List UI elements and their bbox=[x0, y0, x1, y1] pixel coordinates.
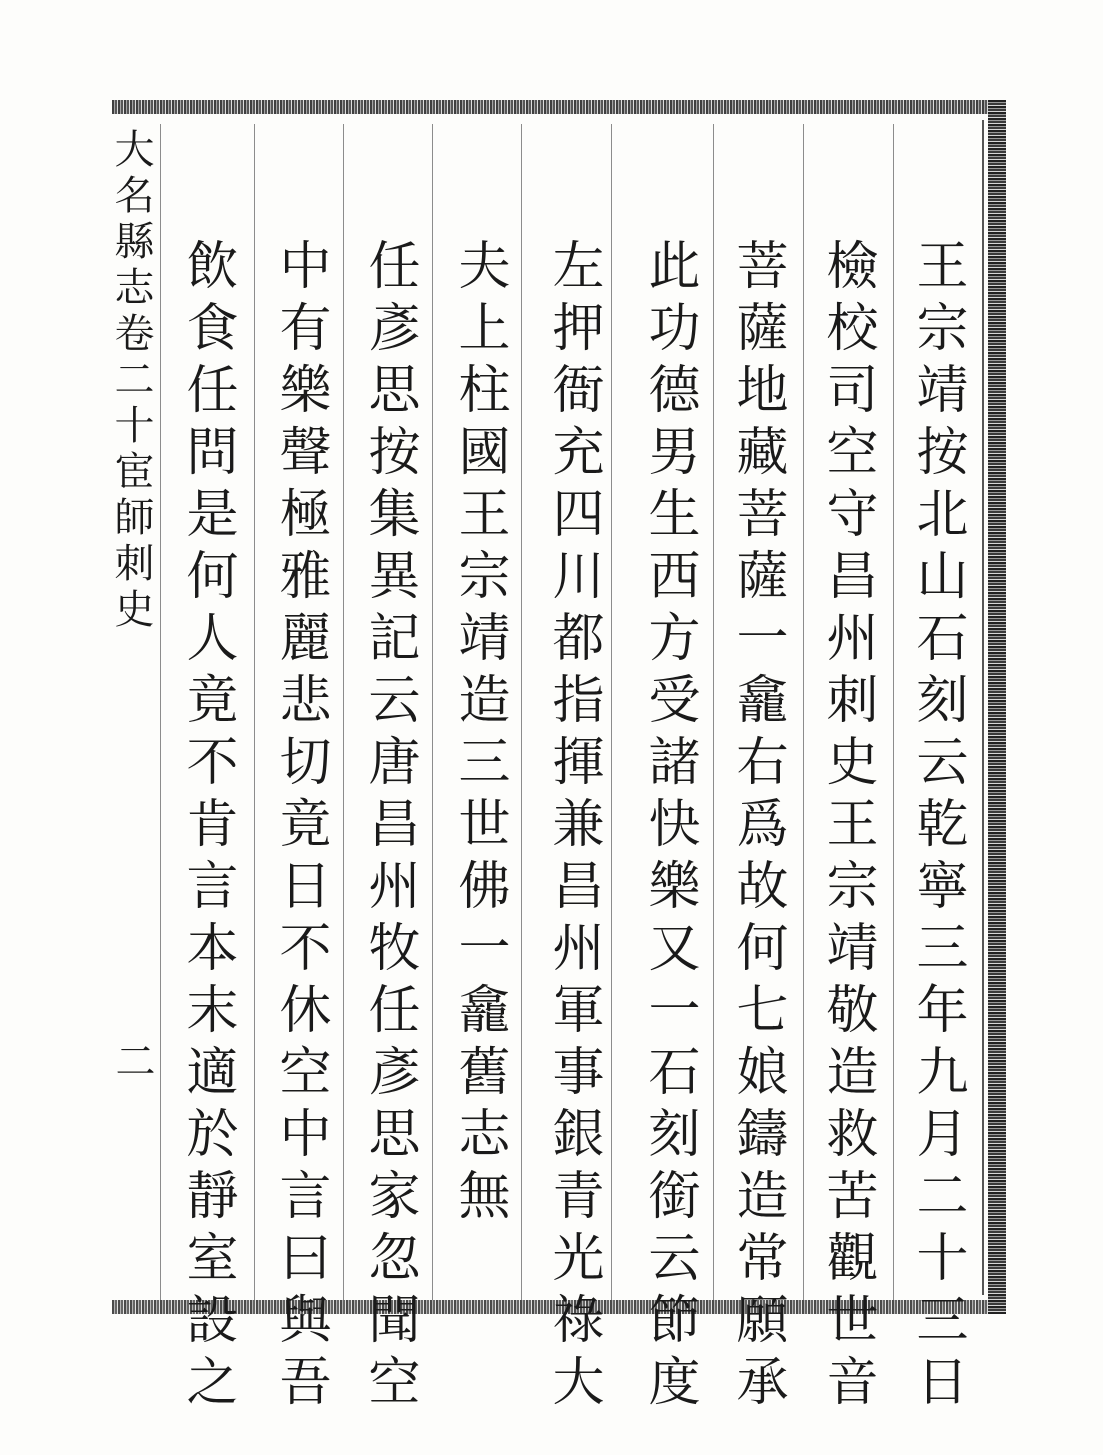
margin-title bbox=[104, 128, 156, 634]
column-rule bbox=[713, 124, 714, 1300]
text-column-7: 任彥思按集異記云唐昌州牧任彥思家忽聞空 bbox=[359, 238, 419, 1416]
text-column-5: 左押衙充四川都指揮兼昌州軍事銀青光祿大 bbox=[543, 238, 603, 1416]
top-border bbox=[112, 100, 1005, 114]
column-rule bbox=[893, 124, 894, 1300]
book-title: 大名縣志 bbox=[108, 128, 154, 312]
text-column-2: 檢校司空守昌州刺史王宗靖敬造救苦觀世音 bbox=[817, 238, 877, 1416]
column-rule bbox=[521, 124, 522, 1300]
text-column-6: 夫上柱國王宗靖造三世佛一龕舊志無 bbox=[449, 238, 509, 1230]
column-rule bbox=[343, 124, 344, 1300]
column-rule bbox=[432, 124, 433, 1300]
column-rule bbox=[160, 124, 161, 1300]
text-column-4: 此功德男生西方受諸快樂又一石刻銜云節度 bbox=[639, 238, 699, 1416]
text-column-9: 飲食任問是何人竟不肯言本末適於靜室設之 bbox=[177, 238, 237, 1416]
folio-number: 二 bbox=[109, 1040, 155, 1080]
column-rule bbox=[611, 124, 612, 1300]
right-inner-rule bbox=[982, 120, 984, 1295]
text-column-1: 王宗靖按北山石刻云乾寧三年九月二十三日 bbox=[907, 238, 967, 1416]
column-rule bbox=[803, 124, 804, 1300]
section-label: 卷二十 bbox=[108, 312, 154, 450]
column-rule bbox=[254, 124, 255, 1300]
text-column-8: 中有樂聲極雅麗悲切竟日不休空中言曰與吾 bbox=[270, 238, 330, 1416]
section-heading: 宦師刺史 bbox=[108, 450, 154, 634]
right-border bbox=[988, 100, 1006, 1314]
text-column-3: 菩薩地藏菩薩一龕右爲故何七娘鑄造常願承 bbox=[727, 238, 787, 1416]
